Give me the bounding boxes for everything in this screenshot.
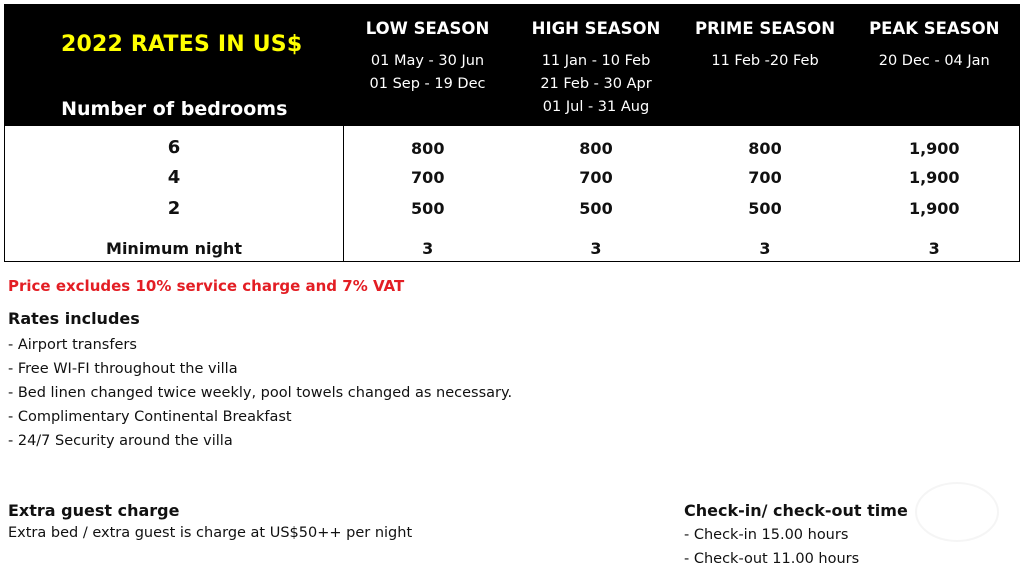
rates-title: 2022 RATES IN US$	[61, 32, 303, 57]
season-header-prime	[681, 5, 850, 126]
table-row	[5, 126, 1020, 162]
bedroom-count: 6	[5, 126, 344, 162]
checkin-heading: Check-in/ check-out time	[684, 501, 908, 520]
rates-table	[4, 4, 1020, 262]
rate-cell: 800	[411, 138, 445, 158]
season-date: 21 Feb - 30 Apr	[540, 76, 652, 92]
rate-cell: 500	[748, 199, 782, 218]
list-item: - Airport transfers	[8, 337, 137, 353]
includes-heading: Rates includes	[8, 309, 140, 328]
season-date: 11 Feb -20 Feb	[711, 53, 819, 69]
season-dates	[681, 50, 850, 73]
min-night-cell: 3	[590, 239, 602, 258]
rate-cell: 500	[411, 199, 445, 218]
includes-list	[8, 333, 512, 453]
rate-cell: 1,900	[908, 138, 960, 158]
season-date: 01 Sep - 19 Dec	[369, 76, 486, 92]
min-night-cell: 3	[928, 239, 940, 258]
bedroom-count: 4	[5, 162, 344, 194]
rate-cell: 1,900	[908, 168, 960, 187]
list-item: - Complimentary Continental Breakfast	[8, 409, 292, 425]
title-cell	[5, 5, 344, 126]
table-header-row	[5, 5, 1020, 126]
extra-guest-heading: Extra guest charge	[8, 501, 180, 520]
watermark-logo	[915, 482, 999, 542]
season-date: 01 May - 30 Jun	[370, 53, 485, 69]
season-name: PRIME SEASON	[694, 19, 836, 38]
season-date: 20 Dec - 04 Jan	[878, 53, 990, 69]
season-header-high	[512, 5, 681, 126]
rate-cell: 700	[748, 168, 782, 187]
season-dates	[850, 50, 1020, 73]
rate-cell: 800	[579, 138, 613, 158]
table-row	[5, 194, 1020, 224]
rate-cell: 700	[411, 168, 445, 187]
season-dates	[512, 50, 681, 119]
rate-cell: 500	[579, 199, 613, 218]
rate-cell: 1,900	[908, 199, 960, 218]
minimum-night-label: Minimum night	[5, 224, 344, 262]
season-header-low	[344, 5, 512, 126]
list-item: - Bed linen changed twice weekly, pool towels changed as necessary.	[8, 385, 513, 401]
bedrooms-header: Number of bedrooms	[61, 98, 288, 120]
season-header-peak	[850, 5, 1020, 126]
min-night-cell: 3	[422, 239, 434, 258]
checkin-list	[684, 523, 859, 571]
list-item: - 24/7 Security around the villa	[8, 433, 233, 449]
rate-cell: 700	[579, 168, 613, 187]
list-item: - Check-in 15.00 hours	[684, 527, 849, 543]
season-date: 01 Jul - 31 Aug	[542, 99, 650, 115]
table-row	[5, 224, 1020, 262]
season-name: HIGH SEASON	[531, 19, 661, 38]
season-name: LOW SEASON	[365, 19, 490, 38]
price-note: Price excludes 10% service charge and 7% VAT	[8, 277, 405, 295]
season-dates	[344, 50, 512, 96]
min-night-cell: 3	[759, 239, 771, 258]
bedroom-count: 2	[5, 194, 344, 224]
season-name: PEAK SEASON	[869, 19, 1000, 38]
season-date: 11 Jan - 10 Feb	[541, 53, 651, 69]
rate-cell: 800	[748, 138, 782, 158]
table-row	[5, 162, 1020, 194]
extra-guest-text: Extra bed / extra guest is charge at US$50++ per night	[8, 525, 413, 541]
list-item: - Check-out 11.00 hours	[684, 551, 860, 567]
list-item: - Free WI-FI throughout the villa	[8, 361, 238, 377]
